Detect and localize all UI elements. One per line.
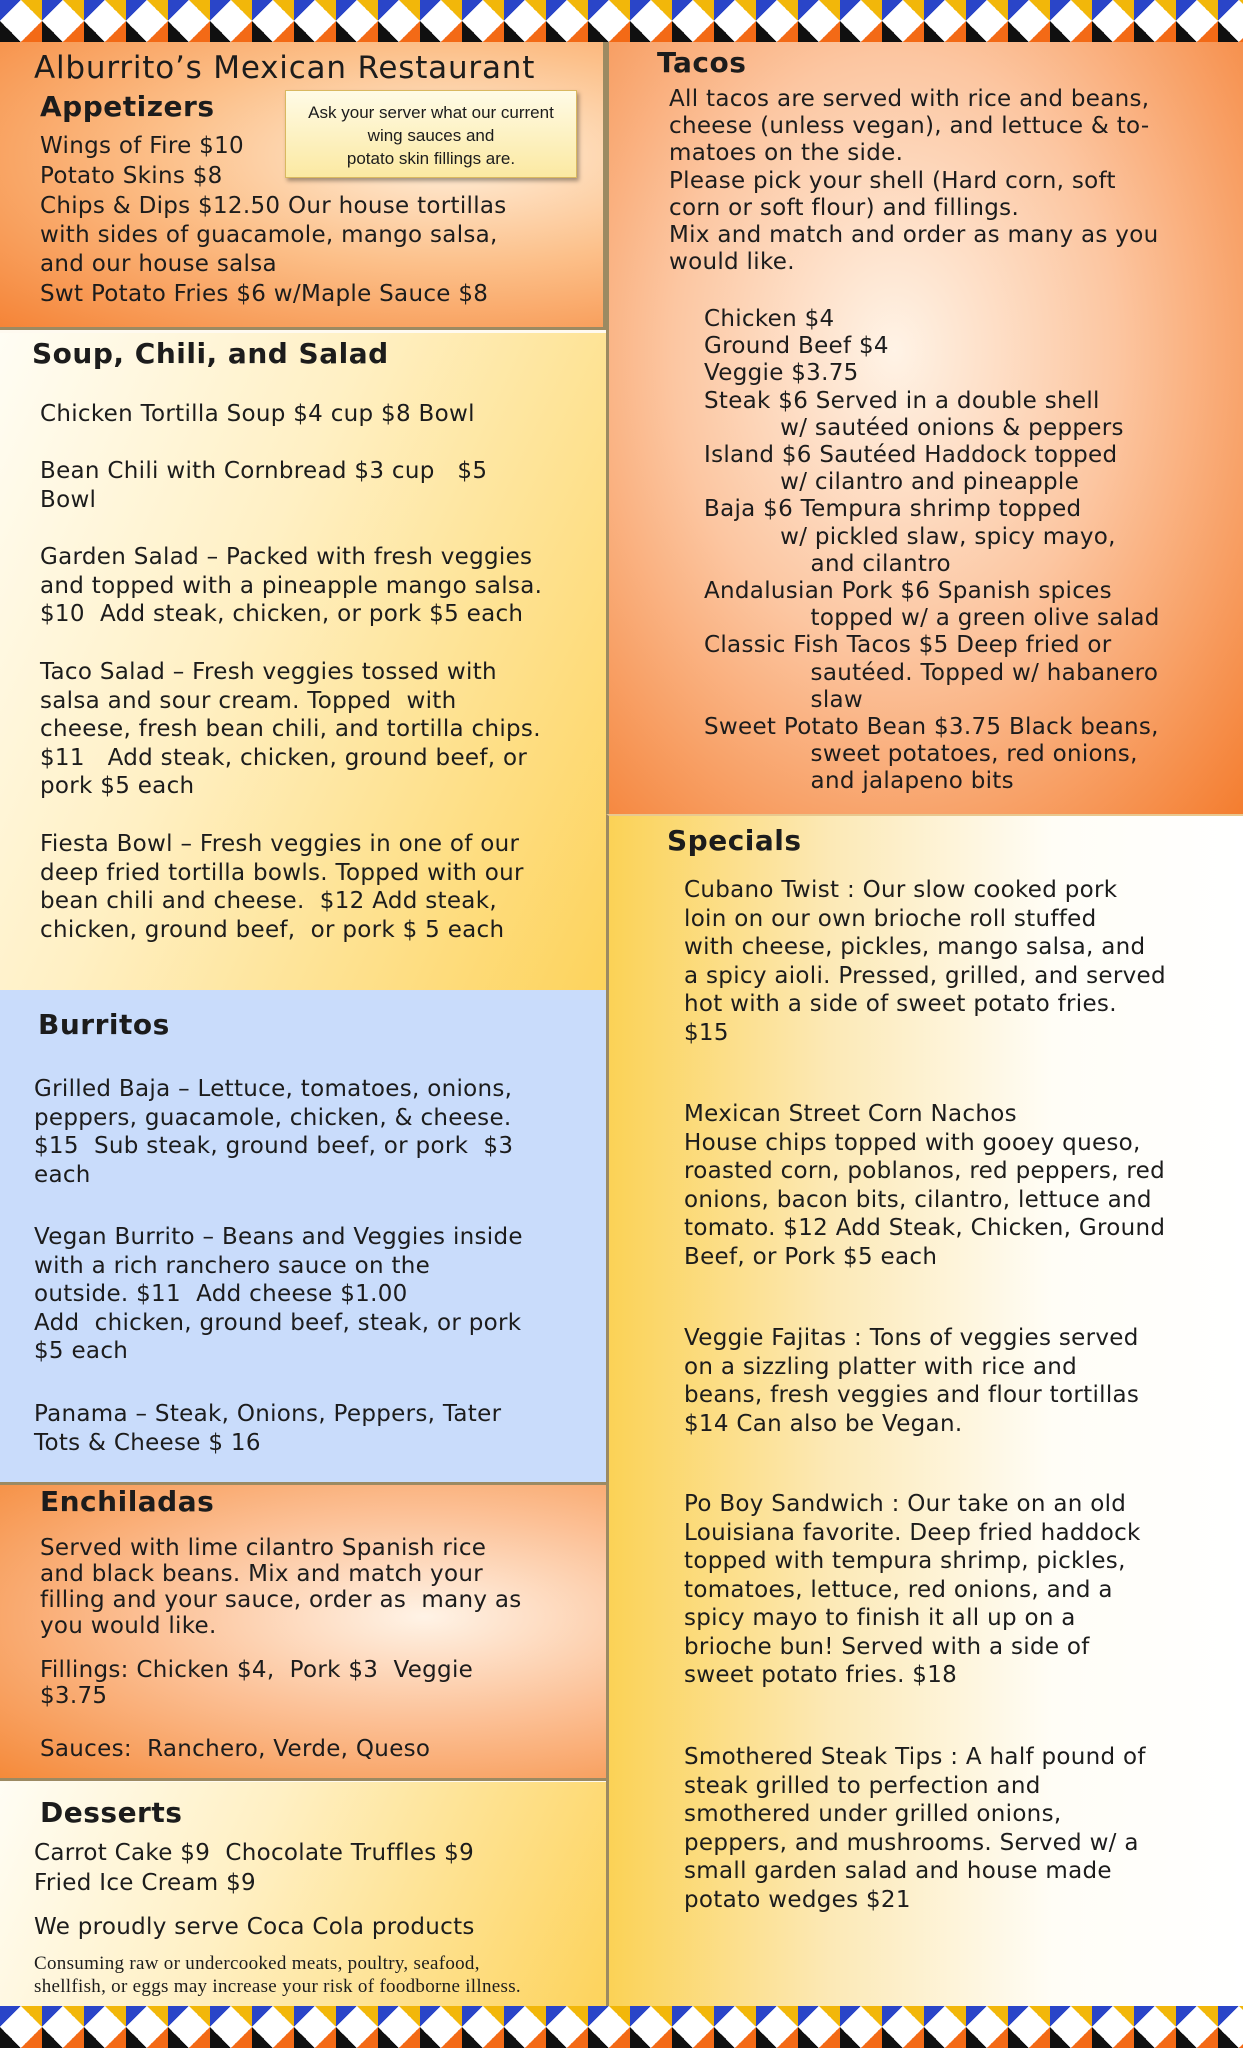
appetizer-sweet-potato-fries: Swt Potato Fries $6 w/Maple Sauce $8 [40, 281, 489, 307]
appetizer-chips-dips-line3: and our house salsa [40, 251, 277, 277]
burrito-item-panama: Panama – Steak, Onions, Peppers, Tater Tots & Cheese $ 16 [34, 1401, 502, 1456]
enchiladas-section [0, 1485, 606, 1781]
enchiladas-heading: Enchiladas [40, 1485, 215, 1518]
enchiladas-fillings: Fillings: Chicken $4, Pork $3 Veggie $3.75 [40, 1657, 474, 1709]
tacos-heading: Tacos [657, 46, 747, 79]
foodborne-illness-disclaimer: Consuming raw or undercooked meats, poultry, seafood, shellfish, or eggs may increase your risk of foodborne illness. [34, 1953, 521, 1997]
appetizer-chips-dips-line2: with sides of guacamole, mango salsa, [40, 222, 498, 248]
tacos-intro: All tacos are served with rice and beans, cheese (unless vegan), and lettuce & to- matoes on the side. Please pick your shell (Hard corn, soft corn or soft flour) and fillings. Mix and match and order as many as you would like. [669, 86, 1159, 276]
special-veggie-fajitas: Veggie Fajitas : Tons of veggies served on a sizzling platter with rice and beans, fresh veggies and flour tortillas $14 Can also be Vegan. [684, 1325, 1140, 1437]
soup-item-bean-chili: Bean Chili with Cornbread $3 cup $5 Bowl [40, 458, 488, 513]
soup-item-tortilla-soup: Chicken Tortilla Soup $4 cup $8 Bowl [40, 401, 475, 427]
tacos-list: Chicken $4 Ground Beef $4 Veggie $3.75 Steak $6 Served in a double shell w/ sautéed onions & peppers Island $6 Sautéed Haddock topped w/ cilantro and pineapple Baja $6 Tempura shrimp topped w/ pickled slaw, spicy mayo, and cilantro Andalusian Pork $6 Spanish spices topped w/ a green olive salad Classic Fish Tacos $5 Deep fried or sautéed. Topped w/ habanero slaw Sweet Potato Bean $3.75 Black beans, sweet potatoes, red onions, and jalapeno bits [704, 306, 1160, 795]
coca-cola-note: We proudly serve Coca Cola products [34, 1914, 475, 1940]
enchiladas-sauces: Sauces: Ranchero, Verde, Queso [40, 1736, 431, 1762]
soup-chili-salad-section [0, 333, 606, 990]
burrito-item-vegan: Vegan Burrito – Beans and Veggies inside with a rich ranchero sauce on the outside. $11 Add cheese $1.00 Add chicken, ground beef, steak, or pork $5 each [34, 1224, 523, 1364]
tacos-section [606, 42, 1243, 814]
burritos-section [0, 990, 606, 1485]
enchiladas-intro: Served with lime cilantro Spanish rice and black beans. Mix and match your filling and your sauce, order as many as you would like. [40, 1535, 522, 1639]
soup-item-garden-salad: Garden Salad – Packed with fresh veggies and topped with a pineapple mango salsa. $10 Add steak, chicken, or pork $5 each [40, 544, 543, 627]
appetizer-potato-skins: Potato Skins $8 [40, 163, 223, 189]
soup-heading: Soup, Chili, and Salad [32, 337, 389, 370]
appetizers-heading: Appetizers [40, 90, 215, 123]
decorative-border-top [0, 0, 1243, 42]
soup-item-taco-salad: Taco Salad – Fresh veggies tossed with salsa and sour cream. Topped with cheese, fresh bean chili, and tortilla chips. $11 Add steak, chicken, ground beef, or pork $5 each [40, 659, 541, 799]
appetizer-chips-dips: Chips & Dips $12.50 Our house tortillas [40, 193, 507, 219]
wing-sauce-note: Ask your server what our current wing sauces and potato skin fillings are. [285, 90, 577, 178]
appetizer-wings: Wings of Fire $10 [40, 133, 244, 159]
specials-heading: Specials [667, 824, 802, 857]
desserts-heading: Desserts [40, 1796, 183, 1829]
special-po-boy-sandwich: Po Boy Sandwich : Our take on an old Louisiana favorite. Deep fried haddock topped with tempura shrimp, pickles, tomatoes, lettuce, red onions, and a spicy mayo to finish it all up on a brioche bun! Served with a side of sweet potato fries. $18 [684, 1491, 1141, 1688]
soup-item-fiesta-bowl: Fiesta Bowl – Fresh veggies in one of our deep fried tortilla bowls. Topped with our bean chili and cheese. $12 Add steak, chicken, ground beef, or pork $ 5 each [40, 831, 524, 943]
restaurant-title: Alburrito’s Mexican Restaurant [34, 50, 536, 86]
special-cubano-twist: Cubano Twist : Our slow cooked pork loin on our own brioche roll stuffed with cheese, pickles, mango salsa, and a spicy aioli. Pressed, grilled, and served hot with a side of sweet potato fries. $15 [684, 877, 1166, 1046]
burritos-heading: Burritos [38, 1008, 170, 1041]
specials-section [606, 814, 1243, 2006]
appetizers-section [0, 42, 606, 330]
special-street-corn-nachos: Mexican Street Corn Nachos House chips topped with gooey queso, roasted corn, poblanos, red peppers, red onions, bacon bits, cilantro, lettuce and tomato. $12 Add Steak, Chicken, Ground Beef, or Pork $5 each [684, 1101, 1166, 1270]
special-smothered-steak-tips: Smothered Steak Tips : A half pound of steak grilled to perfection and smothered under grilled onions, peppers, and mushrooms. Served w/ a small garden salad and house made potato wedges $21 [684, 1744, 1146, 1913]
desserts-section [0, 1782, 606, 2006]
burrito-item-grilled-baja: Grilled Baja – Lettuce, tomatoes, onions, peppers, guacamole, chicken, & cheese. $15 Sub steak, ground beef, or pork $3 each [34, 1076, 514, 1188]
decorative-border-bottom [0, 2006, 1243, 2048]
desserts-list: Carrot Cake $9 Chocolate Truffles $9 Fried Ice Cream $9 [34, 1840, 475, 1896]
